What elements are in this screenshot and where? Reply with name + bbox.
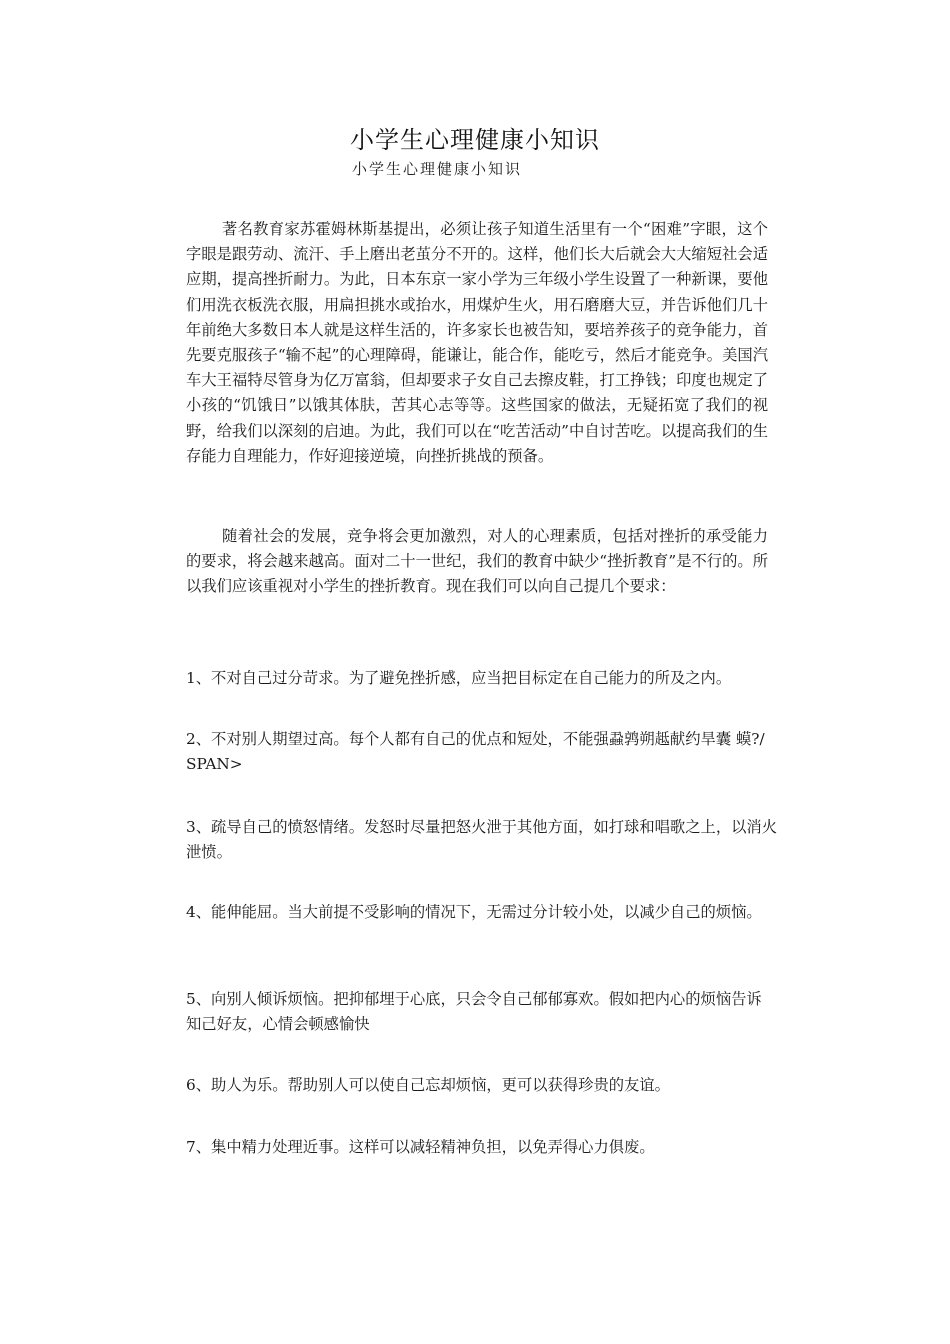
list-item: 1、不对自己过分苛求。为了避免挫折感，应当把目标定在自己能力的所及之内。 [186, 669, 732, 687]
document-title: 小学生心理健康小知识 [350, 126, 600, 154]
list-item: 7、集中精力处理近事。这样可以减轻精神负担，以免弄得心力俱废。 [186, 1138, 655, 1156]
document-subtitle: 小学生心理健康小知识 [352, 160, 523, 178]
list-item: 3、疏导自己的愤怒情绪。发怒时尽量把怒火泄于其他方面，如打球和唱歌之上，以消火泄愤。 [186, 818, 778, 862]
list-item: 2、不对别人期望过高。每个人都有自己的优点和短处，不能强蝨鹑朔趆献约旱囊 蟆?/SPAN> [186, 730, 765, 774]
list-item: 5、向别人倾诉烦恼。把抑郁埋于心底，只会令自己郁郁寡欢。假如把内心的烦恼告诉知己好友，心情会顿感愉快 [186, 990, 762, 1034]
body-paragraph: 著名教育家苏霍姆林斯基提出，必须让孩子知道生活里有一个“困难”字眼，这个字眼是跟劳动、流汗、手上磨出老茧分不开的。这样，他们长大后就会大大缩短社会适应期，提高挫折耐力。为此，日本东京一家小学为三年级小学生设置了一种新课，要他们用洗衣板洗衣服，用扁担挑水或抬水，用煤炉生火，用石磨磨大豆，并告诉他们几十年前绝大多数日本人就是这样生活的，许多家长也被告知，要培养孩子的竞争能力，首先要克服孩子“输不起”的心理障碍，能谦让，能合作，能吃亏，然后才能竞争。美国汽车大王福特尽管身为亿万富翁，但却要求子女自己去擦皮鞋，打工挣钱；印度也规定了小孩的“饥饿日”以饿其体肤，苦其心志等等。这些国家的做法，无疑拓宽了我们的视野，给我们以深刻的启迪。为此，我们可以在“吃苦活动”中自讨苦吃。以提高我们的生存能力自理能力，作好迎接逆境，向挫折挑战的预备。 [186, 220, 768, 465]
list-item: 6、助人为乐。帮助别人可以使自己忘却烦恼，更可以获得珍贵的友谊。 [186, 1076, 670, 1094]
list-item: 4、能伸能屈。当大前提不受影响的情况下，无需过分计较小处，以减少自己的烦恼。 [186, 903, 762, 921]
body-paragraph: 随着社会的发展，竞争将会更加激烈，对人的心理素质，包括对挫折的承受能力的要求，将会越来越高。面对二十一世纪，我们的教育中缺少“挫折教育”是不行的。所以我们应该重视对小学生的挫折教育。现在我们可以向自己提几个要求： [186, 527, 768, 596]
